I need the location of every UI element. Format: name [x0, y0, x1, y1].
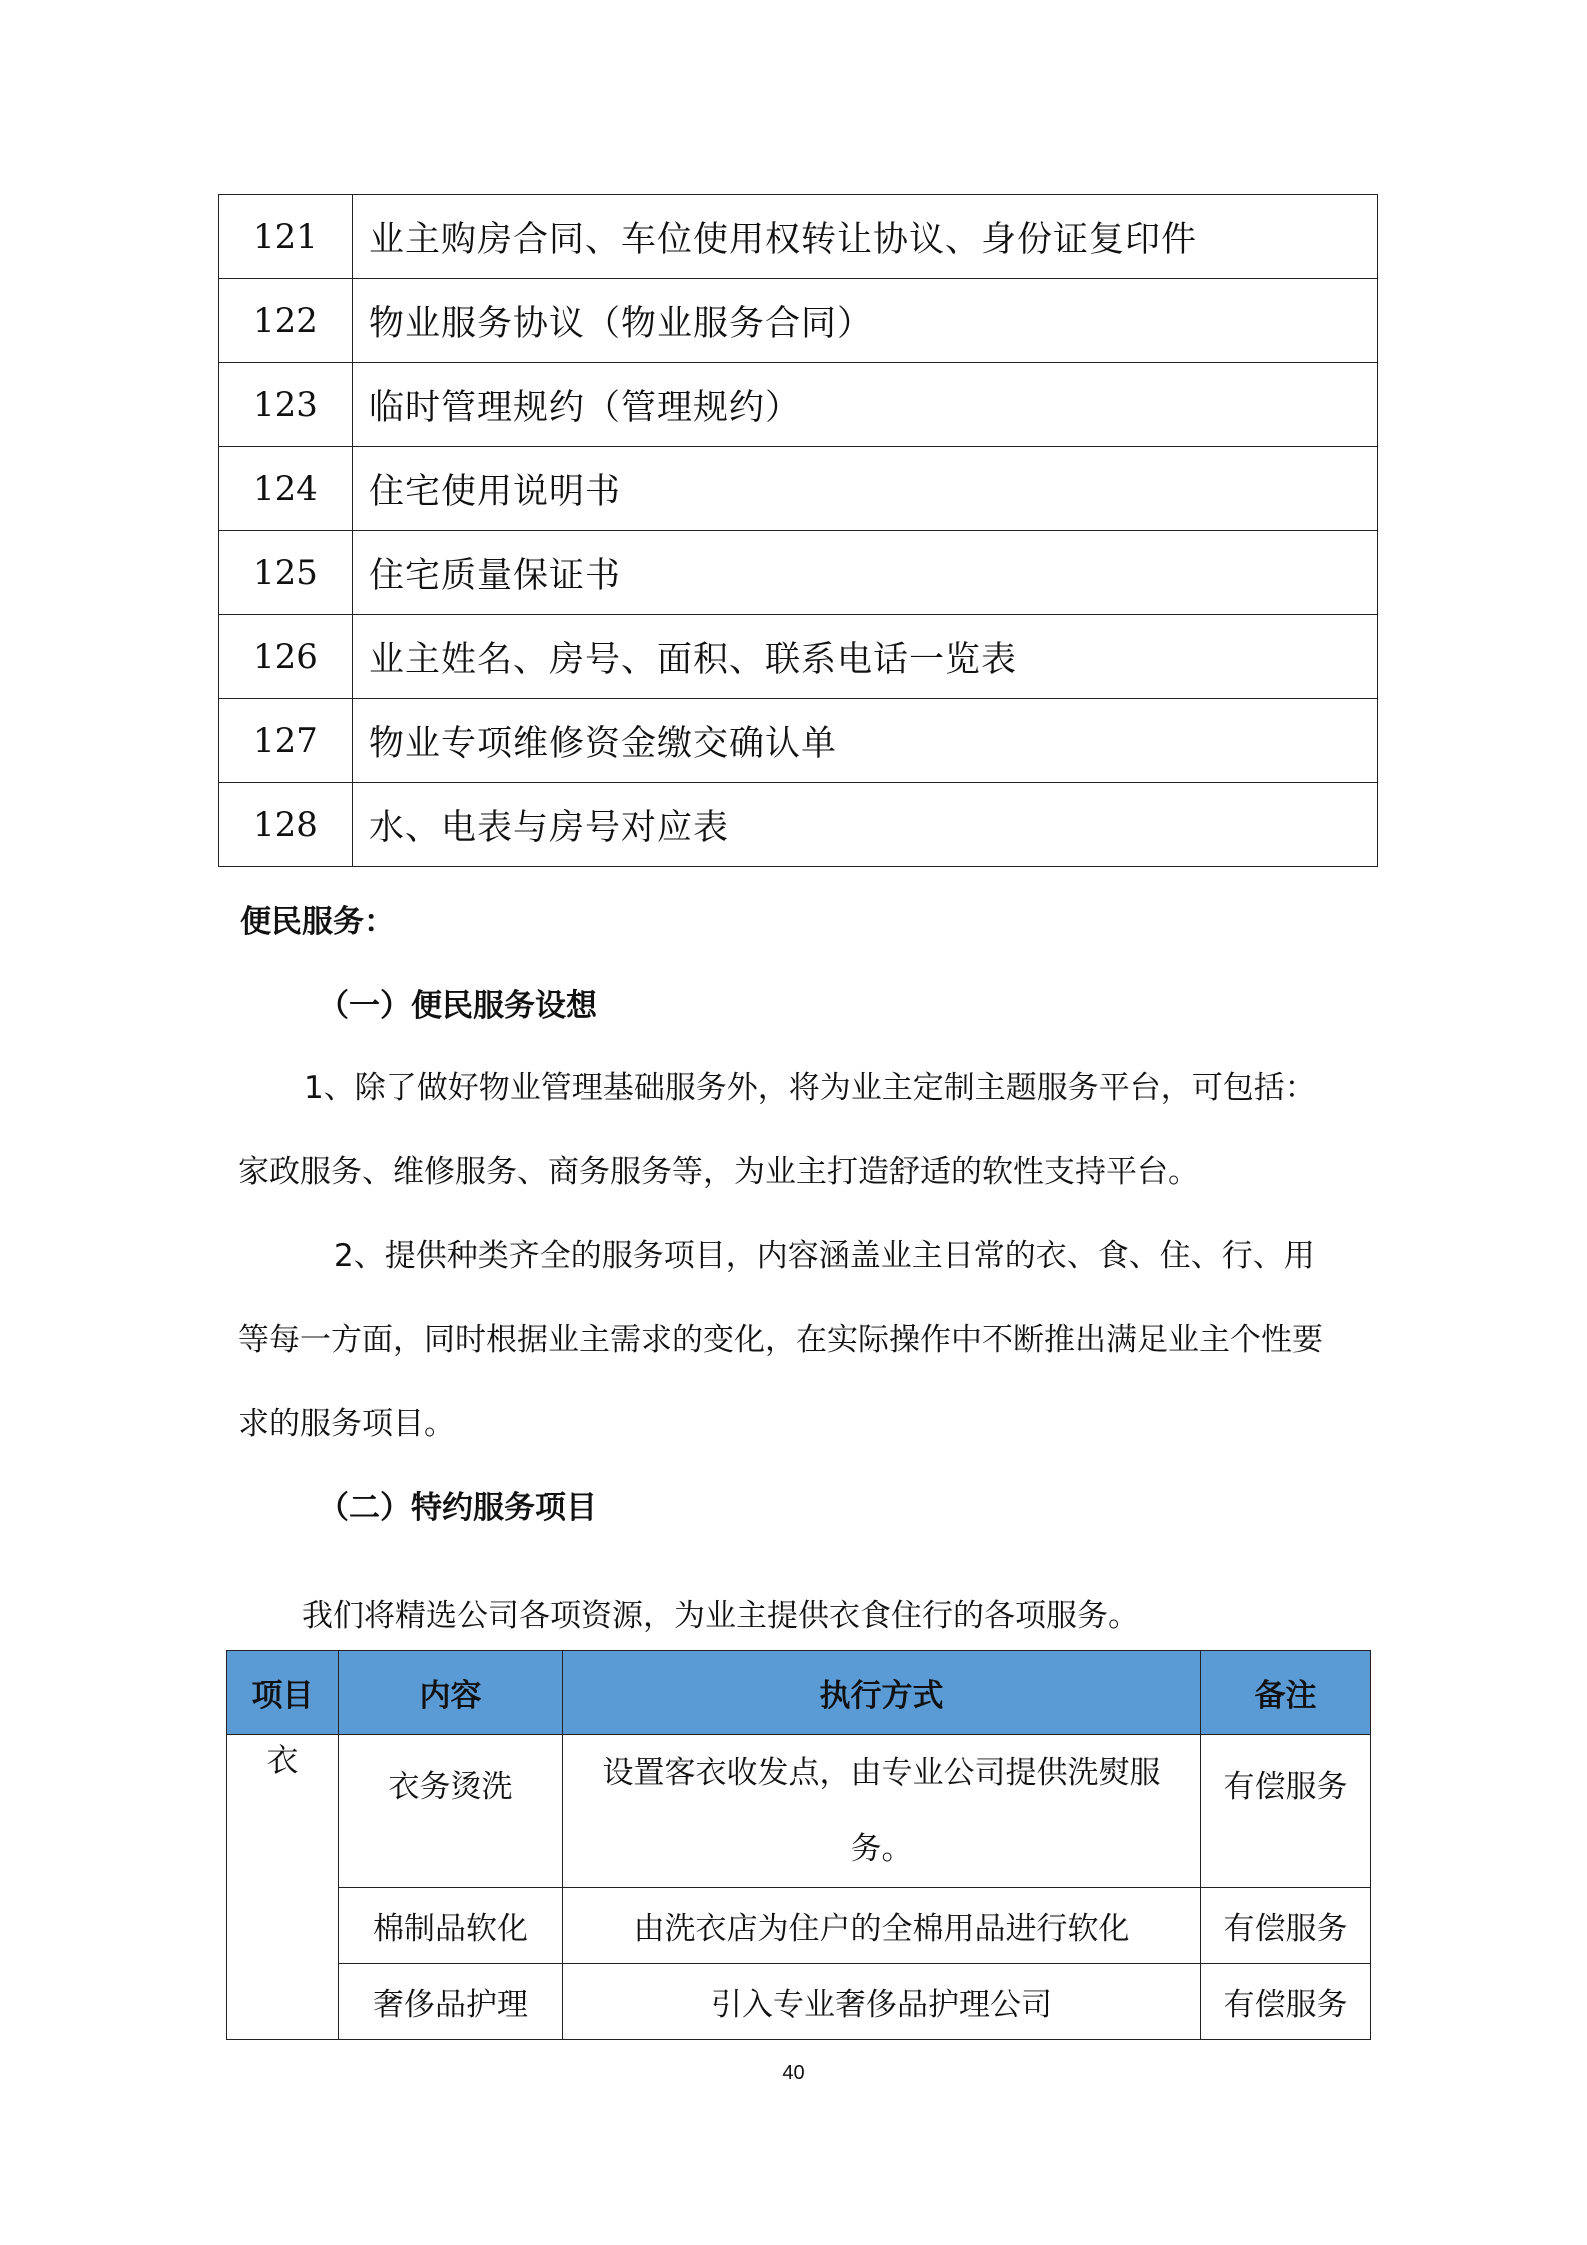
row-number: 125 — [219, 531, 353, 615]
subsection-title-2: （二）特约服务项目 — [318, 1490, 597, 1526]
row-number: 126 — [219, 615, 353, 699]
row-number: 122 — [219, 279, 353, 363]
table-row — [219, 195, 1378, 279]
service-table — [226, 1650, 1371, 2040]
group-cell: 衣 — [227, 1735, 339, 2040]
row-number: 128 — [219, 783, 353, 867]
table-row — [219, 699, 1378, 783]
page-number: 40 — [782, 2062, 805, 2084]
table-row — [219, 279, 1378, 363]
note-cell: 有偿服务 — [1201, 1888, 1371, 1964]
content-cell: 棉制品软化 — [339, 1888, 563, 1964]
row-number: 127 — [219, 699, 353, 783]
note-cell: 有偿服务 — [1201, 1735, 1371, 1888]
row-number: 124 — [219, 447, 353, 531]
paragraph-1-line-1: 1、除了做好物业管理基础服务外，将为业主定制主题服务平台，可包括： — [304, 1070, 1316, 1106]
row-text: 水、电表与房号对应表 — [353, 783, 1378, 867]
table-row — [219, 783, 1378, 867]
row-text: 物业服务协议（物业服务合同） — [353, 279, 1378, 363]
paragraph-2-line-1: 2、提供种类齐全的服务项目，内容涵盖业主日常的衣、食、住、行、用 — [334, 1238, 1315, 1274]
row-text: 业主购房合同、车位使用权转让协议、身份证复印件 — [353, 195, 1378, 279]
row-text: 物业专项维修资金缴交确认单 — [353, 699, 1378, 783]
table-row — [227, 1735, 1371, 1888]
header-content: 内容 — [339, 1651, 563, 1735]
row-text: 业主姓名、房号、面积、联系电话一览表 — [353, 615, 1378, 699]
header-method: 执行方式 — [563, 1651, 1201, 1735]
paragraph-2-line-2: 等每一方面，同时根据业主需求的变化，在实际操作中不断推出满足业主个性要 — [238, 1322, 1323, 1358]
paragraph-1-line-2: 家政服务、维修服务、商务服务等，为业主打造舒适的软性支持平台。 — [238, 1154, 1199, 1190]
content-cell: 奢侈品护理 — [339, 1964, 563, 2040]
note-cell: 有偿服务 — [1201, 1964, 1371, 2040]
method-cell — [563, 1735, 1201, 1888]
paragraph-2-line-3: 求的服务项目。 — [238, 1406, 455, 1442]
row-number: 123 — [219, 363, 353, 447]
document-list-table — [218, 194, 1378, 867]
row-text: 临时管理规约（管理规约） — [353, 363, 1378, 447]
table-row — [227, 1888, 1371, 1964]
row-text: 住宅质量保证书 — [353, 531, 1378, 615]
paragraph-1 — [238, 1046, 1358, 1214]
method-cell: 由洗衣店为住户的全棉用品进行软化 — [563, 1888, 1201, 1964]
service-table-header-row — [227, 1651, 1371, 1735]
table-row — [219, 615, 1378, 699]
header-note: 备注 — [1201, 1651, 1371, 1735]
paragraph-2 — [238, 1214, 1358, 1466]
row-number: 121 — [219, 195, 353, 279]
method-line-2: 务。 — [850, 1831, 913, 1867]
subsection-title-1: （一）便民服务设想 — [318, 988, 597, 1024]
table-row — [219, 447, 1378, 531]
method-cell: 引入专业奢侈品护理公司 — [563, 1964, 1201, 2040]
content-cell: 衣务烫洗 — [339, 1735, 563, 1888]
table-row — [227, 1964, 1371, 2040]
intro-text: 我们将精选公司各项资源，为业主提供衣食住行的各项服务。 — [302, 1598, 1139, 1634]
section-title: 便民服务： — [240, 904, 395, 940]
method-line-1: 设置客衣收发点，由专业公司提供洗熨服 — [602, 1755, 1161, 1791]
document-list-body — [219, 195, 1378, 867]
table-row — [219, 363, 1378, 447]
row-text: 住宅使用说明书 — [353, 447, 1378, 531]
table-row — [219, 531, 1378, 615]
header-item: 项目 — [227, 1651, 339, 1735]
